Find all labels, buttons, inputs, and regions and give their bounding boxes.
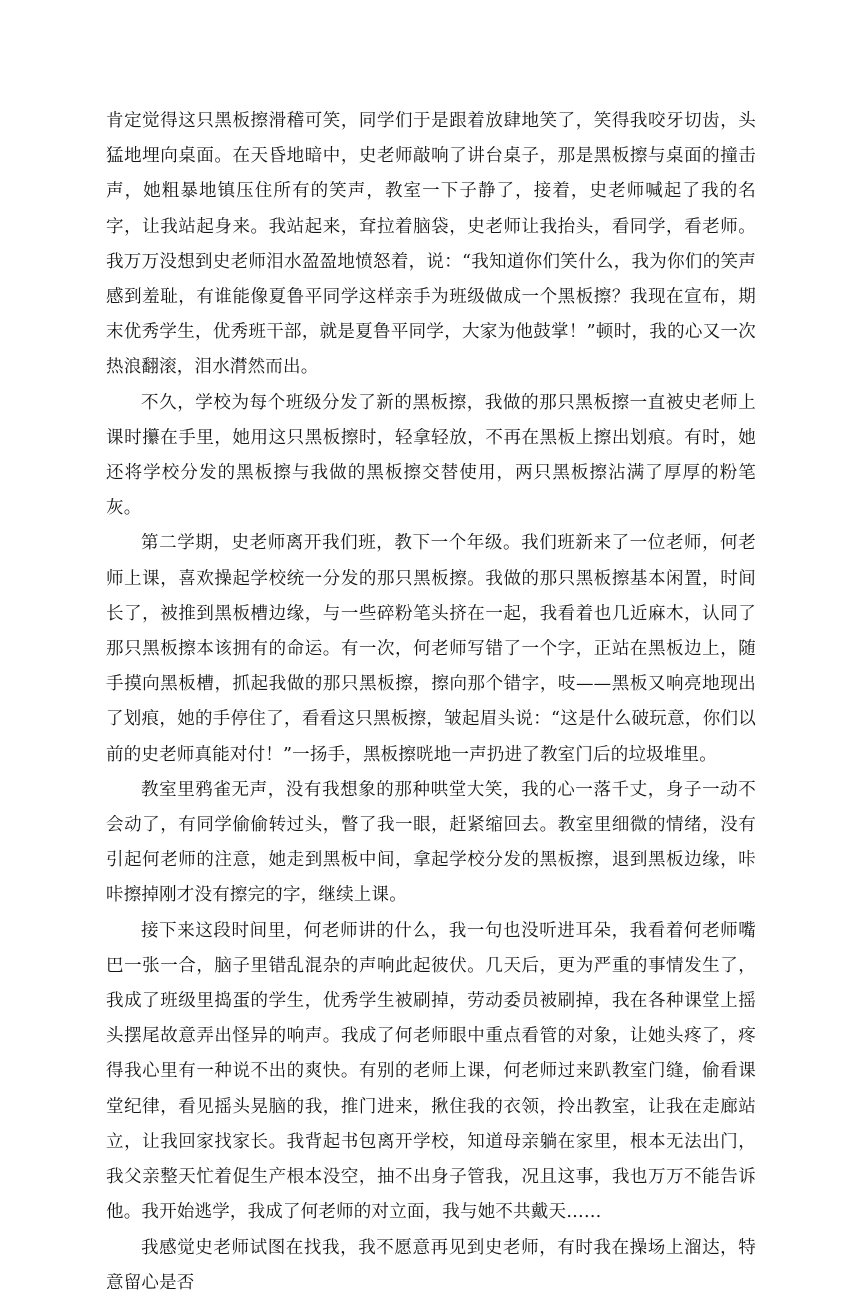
paragraph: 接下来这段时间里，何老师讲的什么，我一句也没听进耳朵，我看着何老师嘴巴一张一合，脑子里错乱混杂的声响此起彼伏。几天后，更为严重的事情发生了，我成了班级里捣蛋的学生，优秀学生被刷掉，劳动委员被刷掉，我在各种课堂上摇头摆尾故意弄出怪异的响声。我成了何老师眼中重点看管的对象，让她头疼了，疼得我心里有一种说不出的爽快。有别的老师上课，何老师过来趴教室门缝，偷看课堂纪律，看见摇头晃脑的我，推门进来，揪住我的衣领，拎出教室，让我在走廊站立，让我回家找家长。我背起书包离开学校，知道母亲躺在家里，根本无法出门，我父亲整天忙着促生产根本没空，抽不出身子管我，况且这事，我也万万不能告诉他。我开始逃学，我成了何老师的对立面，我与她不共戴天…… <box>106 920 756 1223</box>
paragraph: 教室里鸦雀无声，没有我想象的那种哄堂大笑，我的心一落千丈，身子一动不会动了，有同学偷偷转过头，瞥了我一眼，赶紧缩回去。教室里细微的情绪，没有引起何老师的注意，她走到黑板中间，拿起学校分发的黑板擦，退到黑板边缘，咔咔擦掉刚才没有擦完的字，继续上课。 <box>106 779 756 906</box>
paragraph: 肯定觉得这只黑板擦滑稽可笑，同学们于是跟着放肆地笑了，笑得我咬牙切齿，头猛地埋向桌面。在天昏地暗中，史老师敲响了讲台桌子，那是黑板擦与桌面的撞击声，她粗暴地镇压住所有的笑声，教室一下子静了，接着，史老师喊起了我的名字，让我站起身来。我站起来，耷拉着脑袋，史老师让我抬头，看同学，看老师。我万万没想到史老师泪水盈盈地愤怒着，说：“我知道你们笑什么，我为你们的笑声感到羞耻，有谁能像夏鲁平同学这样亲手为班级做成一个黑板擦？我现在宣布，期末优秀学生，优秀班干部，就是夏鲁平同学，大家为他鼓掌！”顿时，我的心又一次热浪翻滚，泪水潸然而出。 <box>106 111 756 378</box>
paragraph: 第二学期，史老师离开我们班，教下一个年级。我们班新来了一位老师，何老师上课，喜欢操起学校统一分发的那只黑板擦。我做的那只黑板擦基本闲置，时间长了，被推到黑板槽边缘，与一些碎粉笔头挤在一起，我看着也几近麻木，认同了那只黑板擦本该拥有的命运。有一次，何老师写错了一个字，正站在黑板边上，随手摸向黑板槽，抓起我做的那只黑板擦，擦向那个错字，吱——黑板又响亮地现出了划痕，她的手停住了，看看这只黑板擦，皱起眉头说：“这是什么破玩意，你们以前的史老师真能对付！”一扬手，黑板擦咣地一声扔进了教室门后的垃圾堆里。 <box>106 533 756 765</box>
article-body <box>106 104 756 1301</box>
paragraph: 不久，学校为每个班级分发了新的黑板擦，我做的那只黑板擦一直被史老师上课时攥在手里，她用这只黑板擦时，轻拿轻放，不再在黑板上擦出划痕。有时，她还将学校分发的黑板擦与我做的黑板擦交替使用，两只黑板擦沾满了厚厚的粉笔灰。 <box>106 392 756 519</box>
paragraph: 我感觉史老师试图在找我，我不愿意再见到史老师，有时我在操场上溜达，特意留心是否 <box>106 1237 756 1293</box>
